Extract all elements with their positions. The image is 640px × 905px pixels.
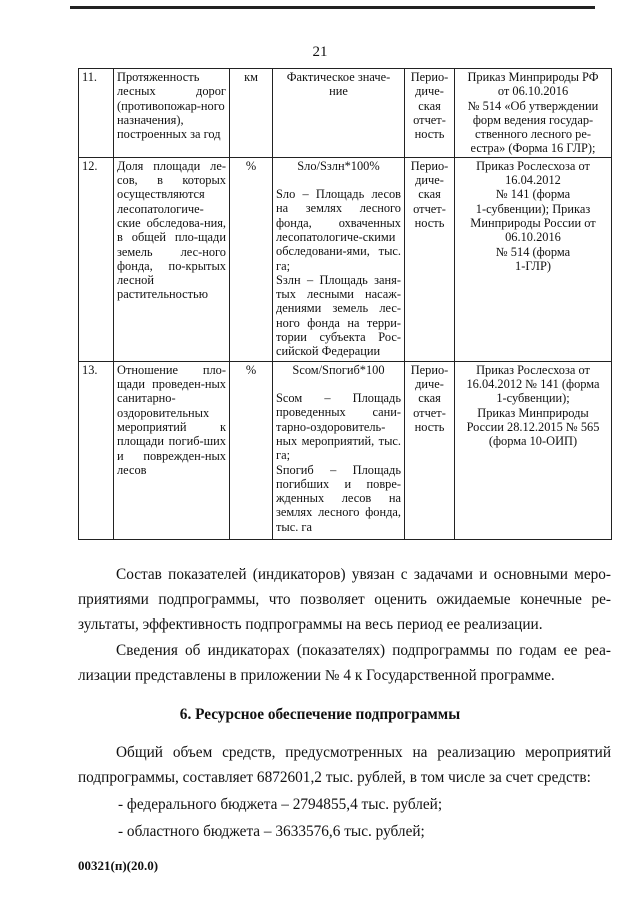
cell-line: Приказ Минприроды [477, 405, 589, 420]
cell-line: № 141 (форма [495, 187, 571, 202]
cell-number: 11. [79, 69, 114, 158]
cell-line: ность [414, 215, 445, 230]
cell-line: Перио- [410, 362, 449, 377]
table-row [79, 69, 612, 158]
cell-line: форм ведения государ- [472, 112, 594, 127]
cell-line: ская [418, 98, 441, 113]
cell-number: 12. [79, 157, 114, 361]
cell-line: ность [414, 127, 445, 142]
cell-line: России 28.12.2015 № 565 [466, 419, 600, 434]
cell-definition: Sло – Площадь лесов на землях лесного фонда, охваченных лесопатологиче-скими обследовани-ями, тыс. га; [276, 187, 401, 273]
cell-calculation [273, 157, 405, 361]
cell-line: 06.10.2016 [505, 230, 561, 245]
cell-line: от 06.10.2016 [497, 84, 569, 99]
cell-line: № 514 «Об утверждении [467, 98, 599, 113]
cell-indicator-name: Протяженность лесных дорог (противопожар-ного назначения), построенных за год [114, 69, 230, 158]
list-item-regional-budget: - областного бюджета – 3633576,6 тыс. рублей; [118, 823, 425, 840]
cell-line: Фактическое значе- [286, 70, 391, 84]
cell-line: 1-субвенции); Приказ [475, 201, 591, 216]
table-row [79, 157, 612, 361]
cell-indicator-name: Отношение пло-щади проведен-ных санитарно-оздоровительных мероприятий к площади погиб-ших и поврежден-ных лесов [114, 361, 230, 539]
cell-line: Минприроды России от [470, 215, 596, 230]
cell-definition: Sзлн – Площадь заня-тых лесными насаж-дениями земель лес-ного фонда на терри-тории субъекта Рос-сийской Федерации [276, 272, 401, 359]
cell-source [455, 361, 612, 539]
cell-line: Sсом/Sпогиб*100 [292, 362, 385, 377]
cell-periodicity [405, 69, 455, 158]
cell-line: 16.04.2012 № 141 (форма [466, 377, 600, 392]
cell-spacer [276, 173, 401, 187]
cell-line: диче- [415, 173, 444, 188]
paragraph-indicators-link: Состав показателей (индикаторов) увязан с задачами и основными меро-приятиями подпрограммы, что позволяет оценить ожидаемые конечные ре-зультаты, эффективность подпрограммы на весь период ее реализации. [78, 566, 611, 633]
cell-line: 1-субвенции); [496, 391, 570, 406]
paragraph-indicators-appendix: Сведения об индикаторах (показателях) подпрограммы по годам ее реа-лизации представлены в приложении № 4 к Государственной программе. [78, 642, 611, 684]
cell-line: ская [418, 187, 441, 202]
document-code: 00321(п)(20.0) [78, 858, 159, 873]
cell-line: Приказ Рослесхоза от [476, 362, 590, 377]
cell-unit: % [230, 361, 273, 539]
cell-line: ственного лесного ре- [475, 127, 591, 142]
cell-line: диче- [415, 377, 444, 392]
cell-calculation [273, 361, 405, 539]
cell-line: Приказ Минприроды РФ [467, 70, 599, 84]
cell-periodicity [405, 157, 455, 361]
table-row [79, 361, 612, 539]
cell-unit: км [230, 69, 273, 158]
top-rule [70, 6, 595, 9]
cell-line: Перио- [410, 158, 449, 173]
cell-unit: % [230, 157, 273, 361]
indicators-table [78, 68, 612, 540]
cell-line: естра» (Форма 16 ГЛР); [470, 141, 596, 156]
cell-line: (форма 10-ОИП) [488, 434, 578, 449]
cell-line: отчет- [413, 405, 446, 420]
cell-definition: Sсом – Площадь проведенных сани-тарно-оздоровитель-ных мероприятий, тыс. га; [276, 391, 401, 463]
cell-source [455, 157, 612, 361]
page-number: 21 [312, 44, 328, 60]
cell-line: 16.04.2012 [505, 173, 561, 188]
cell-periodicity [405, 361, 455, 539]
cell-line: 1-ГЛР) [515, 258, 551, 273]
cell-line: Перио- [410, 70, 449, 84]
cell-line: диче- [415, 84, 444, 99]
cell-line: ская [418, 391, 441, 406]
cell-line: ность [414, 419, 445, 434]
paragraph-total-funding: Общий объем средств, предусмотренных на реализацию мероприятий подпрограммы, составляет 6872601,2 тыс. рублей, в том числе за счет средств: [78, 744, 611, 786]
cell-line: № 514 (форма [495, 244, 571, 259]
cell-line: ние [329, 84, 348, 99]
list-item-federal-budget: - федерального бюджета – 2794855,4 тыс. рублей; [118, 796, 443, 813]
cell-number: 13. [79, 361, 114, 539]
section-heading: 6. Ресурсное обеспечение подпрограммы [179, 706, 461, 723]
cell-indicator-name: Доля площади ле-сов, в которых осуществляются лесопатологиче-ские обследова-ния, в общей пло-щади земель лес-ного фонда, по-крытых лесной растительностью [114, 157, 230, 361]
cell-source [455, 69, 612, 158]
cell-definition: Sпогиб – Площадь погибших и повре-жденных лесов на землях лесного фонда, тыс. га [276, 462, 401, 534]
cell-line: отчет- [413, 112, 446, 127]
cell-calculation [273, 69, 405, 158]
cell-line: отчет- [413, 201, 446, 216]
cell-line: Sло/Sзлн*100% [297, 158, 380, 173]
cell-line: Приказ Рослесхоза от [476, 158, 590, 173]
cell-spacer [276, 377, 401, 391]
